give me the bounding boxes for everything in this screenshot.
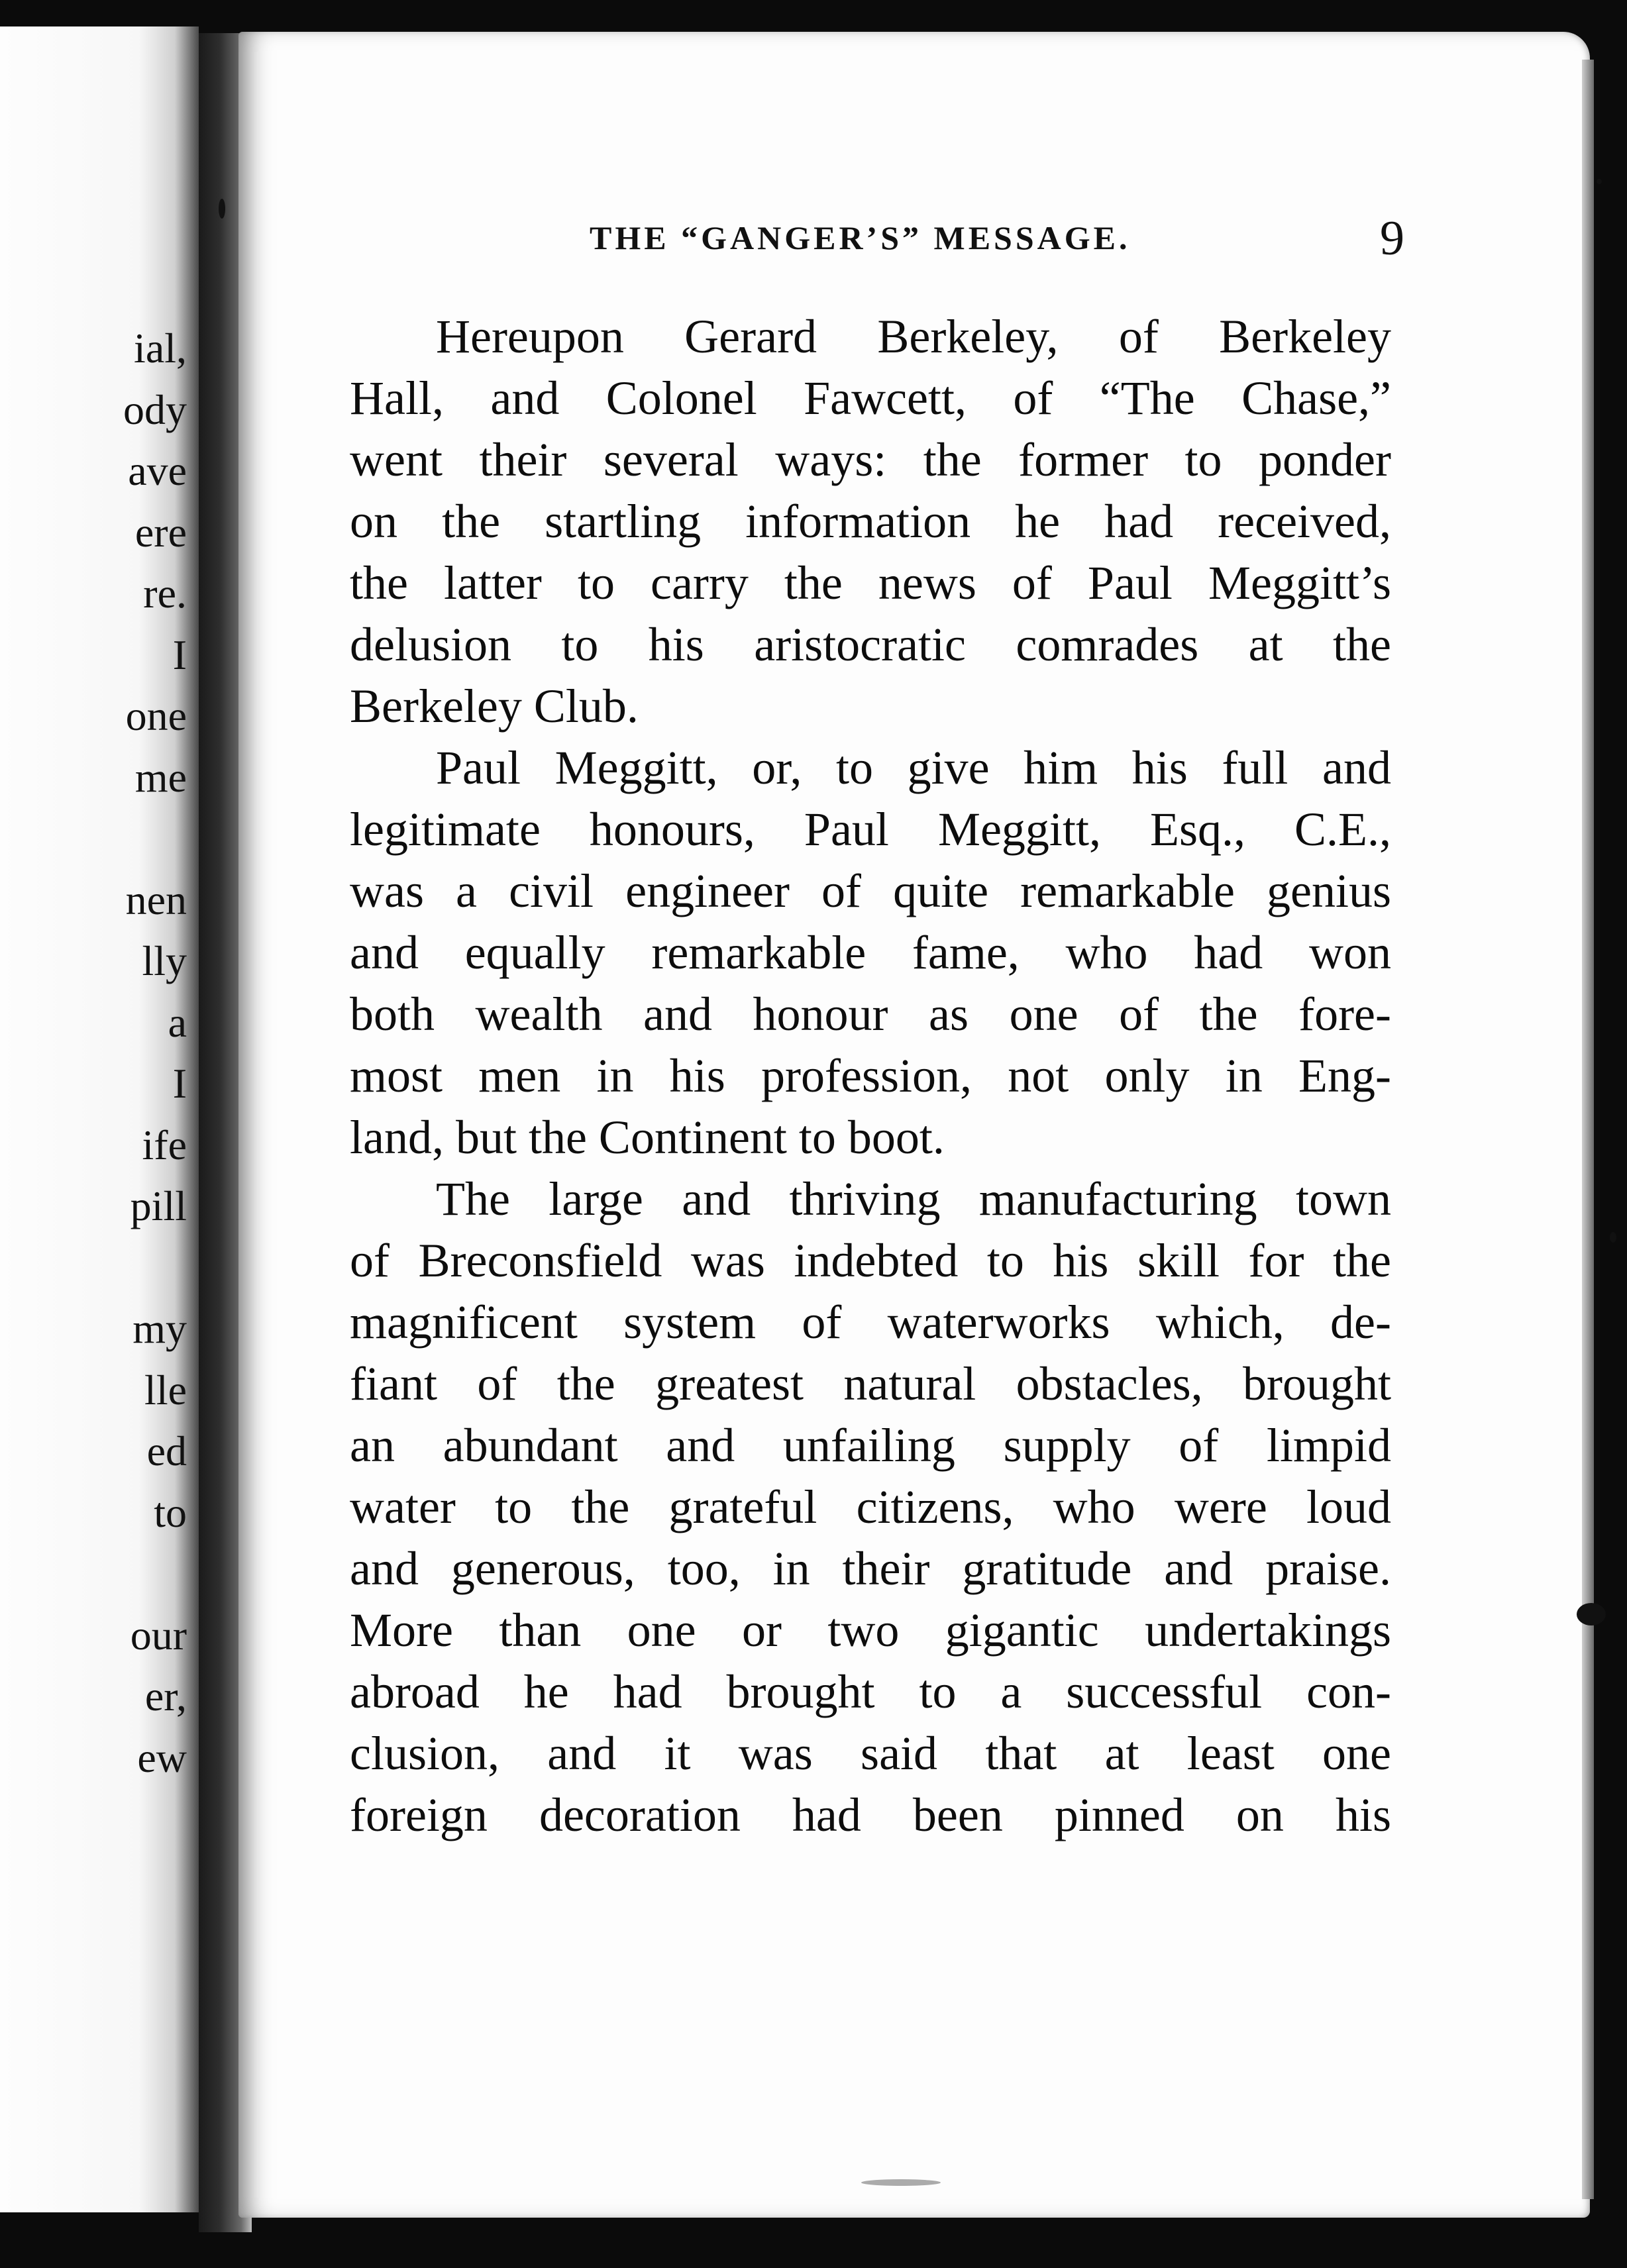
text-line: Berkeley Club. <box>350 680 639 733</box>
scan-speck <box>1610 1232 1616 1243</box>
text-line: delusion to his aristocratic comrades at the <box>350 618 1391 671</box>
left-line <box>28 808 187 870</box>
left-line: nen <box>125 876 187 923</box>
left-line: pill <box>130 1182 187 1229</box>
text-line: went their several ways: the former to ponder <box>350 433 1391 486</box>
text-line: an abundant and unfailing supply of limpid <box>350 1419 1391 1472</box>
text-line: magnificent system of waterworks which, de- <box>350 1296 1391 1349</box>
text-line: Hall, and Colonel Fawcett, of “The Chase,” <box>350 372 1391 425</box>
running-head <box>590 211 1404 270</box>
left-line: me <box>134 753 187 801</box>
left-line: ere <box>134 508 187 556</box>
left-line: my <box>132 1305 187 1352</box>
text-line: Paul Meggitt, or, to give him his full and <box>436 741 1391 794</box>
text-line: on the startling information he had received, <box>350 495 1391 548</box>
text-line: and equally remarkable fame, who had won <box>350 926 1391 979</box>
left-line: ave <box>128 447 187 494</box>
left-line: a <box>168 998 187 1046</box>
text-line: water to the grateful citizens, who were loud <box>350 1480 1391 1533</box>
text-line: clusion, and it was said that at least one <box>350 1727 1391 1780</box>
scan-speck <box>1577 1603 1606 1625</box>
left-line: lle <box>144 1366 187 1414</box>
scan-speck <box>861 2179 941 2186</box>
left-line: to <box>154 1488 187 1536</box>
text-line: foreign decoration had been pinned on his <box>350 1788 1391 1841</box>
text-line: The large and thriving manufacturing town <box>436 1172 1391 1225</box>
page-edge-shadow <box>1582 60 1594 2199</box>
left-line: re. <box>143 570 187 617</box>
body-text <box>350 306 1391 1846</box>
left-line: lly <box>142 937 187 984</box>
text-line: More than one or two gigantic undertakings <box>350 1604 1391 1657</box>
text-line: both wealth and honour as one of the fore- <box>350 988 1391 1041</box>
scan-speck <box>1597 179 1602 184</box>
text-line: of Breconsfield was indebted to his skill for the <box>350 1234 1391 1287</box>
left-line <box>28 1237 187 1299</box>
left-line: ody <box>123 386 187 433</box>
left-line: ife <box>142 1121 187 1168</box>
left-line: I <box>172 631 187 678</box>
text-line: and generous, too, in their gratitude and praise. <box>350 1542 1391 1595</box>
text-line: land, but the Continent to boot. <box>350 1111 945 1164</box>
left-line: I <box>172 1060 187 1107</box>
left-page-fragment <box>0 26 199 2212</box>
text-line: the latter to carry the news of Paul Meggitt’s <box>350 556 1391 609</box>
left-page-text <box>28 318 187 1788</box>
text-line: most men in his profession, not only in Eng- <box>350 1049 1391 1102</box>
scan-speck <box>219 199 225 219</box>
text-line: Hereupon Gerard Berkeley, of Berkeley <box>436 310 1391 363</box>
page-number: 9 <box>1380 211 1404 266</box>
left-line: er, <box>144 1673 187 1720</box>
left-line <box>28 1543 187 1605</box>
left-line: our <box>130 1611 187 1659</box>
text-line: legitimate honours, Paul Meggitt, Esq., C.E., <box>350 803 1391 856</box>
running-title: THE “GANGER’S” MESSAGE. <box>590 219 1131 256</box>
left-line: ed <box>146 1427 187 1474</box>
text-line: was a civil engineer of quite remarkable genius <box>350 864 1391 917</box>
text-line: fiant of the greatest natural obstacles, brought <box>350 1357 1391 1410</box>
left-line: ial, <box>134 325 187 372</box>
left-line: ew <box>137 1733 187 1781</box>
text-line: abroad he had brought to a successful con- <box>350 1665 1391 1718</box>
left-line: one <box>125 692 187 739</box>
